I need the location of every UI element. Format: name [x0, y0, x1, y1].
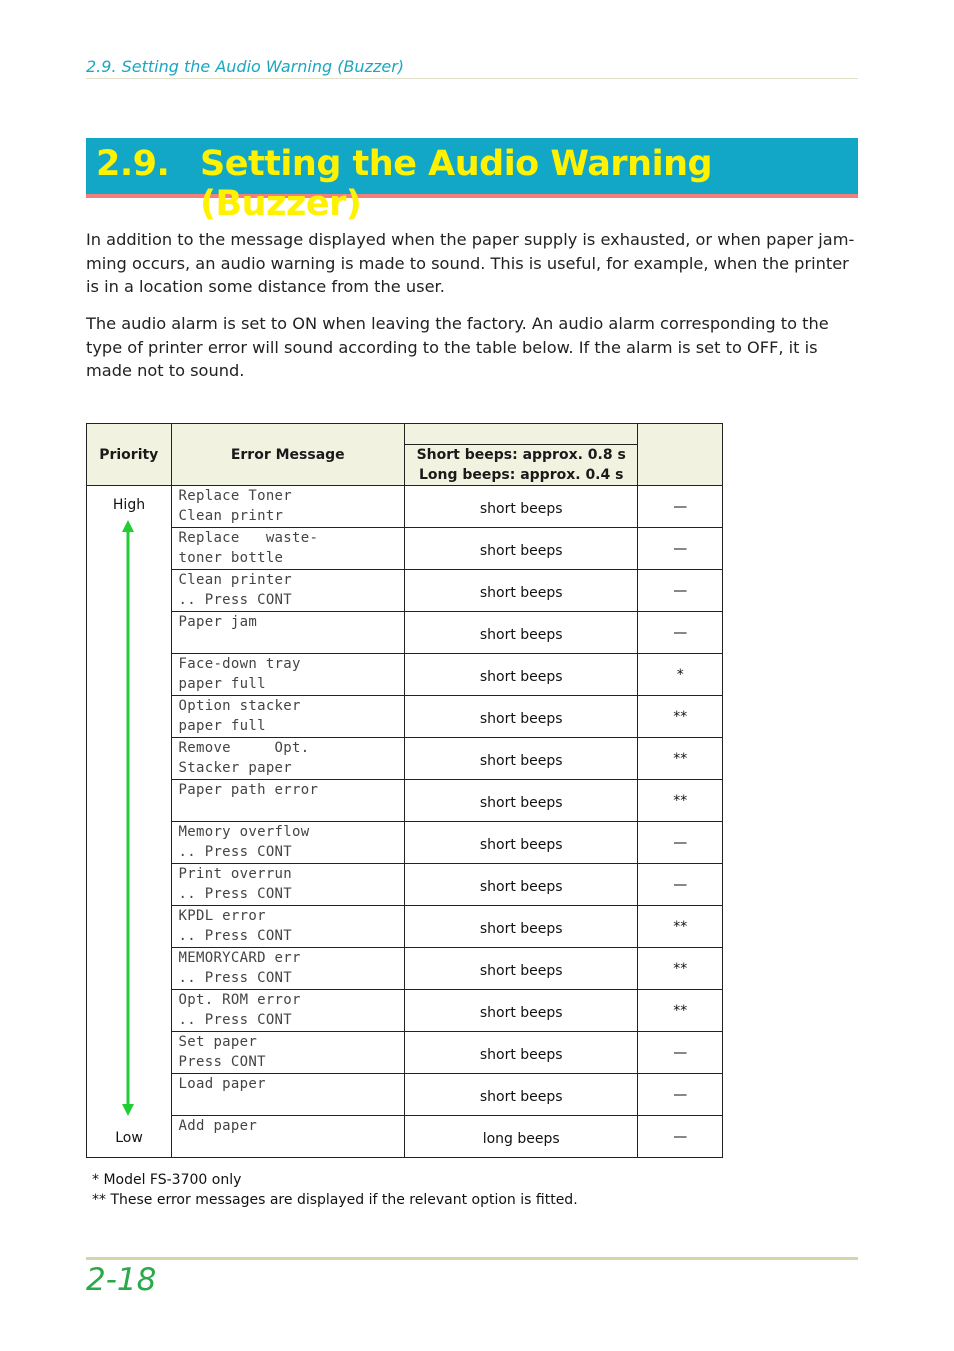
priority-arrow-icon [117, 520, 139, 1116]
beep-cell: short beeps [404, 1032, 637, 1074]
table-row [87, 738, 723, 780]
table-row [87, 1032, 723, 1074]
beep-cell: short beeps [404, 780, 637, 822]
beep-header [404, 424, 637, 486]
table-row [87, 1074, 723, 1116]
footnote-single-star: * Model FS-3700 only [92, 1172, 242, 1188]
beep-cell: short beeps [404, 906, 637, 948]
error-message-cell: Paper jam [171, 612, 404, 654]
note-cell: — [638, 1074, 723, 1116]
error-message-cell: Replace Toner Clean printr [171, 486, 404, 528]
table-row [87, 570, 723, 612]
priority-low-label: Low [115, 1130, 143, 1146]
beep-cell: short beeps [404, 570, 637, 612]
notes-header [638, 424, 723, 486]
beep-cell: long beeps [404, 1116, 637, 1158]
table-row [87, 654, 723, 696]
priority-column [87, 486, 172, 1158]
table-row [87, 906, 723, 948]
beep-cell: short beeps [404, 948, 637, 990]
error-message-cell: Paper path error [171, 780, 404, 822]
footer-rule [86, 1257, 858, 1260]
error-message-header: Error Message [171, 424, 404, 486]
running-head: 2.9. Setting the Audio Warning (Buzzer) [86, 57, 858, 79]
page-number: 2-18 [86, 1262, 157, 1298]
error-message-cell: Add paper [171, 1116, 404, 1158]
table-row [87, 612, 723, 654]
note-cell: — [638, 570, 723, 612]
beep-cell: short beeps [404, 1074, 637, 1116]
note-cell: ** [638, 906, 723, 948]
table-row [87, 696, 723, 738]
table-row [87, 948, 723, 990]
note-cell: — [638, 1116, 723, 1158]
intro-paragraph: In addition to the message displayed when the paper supply is exhausted, or when paper jam-ming occurs, an audio warning is made to sound. This is useful, for example, when the printer is in a location some distance from the user. [86, 230, 855, 296]
table-row [87, 822, 723, 864]
alarm-paragraph: The audio alarm is set to ON when leaving the factory. An audio alarm corresponding to the type of printer error will sound according to the table below. If the alarm is set to OFF, it is made not to sound. [86, 314, 829, 380]
note-cell: ** [638, 780, 723, 822]
error-message-cell: Opt. ROM error .. Press CONT [171, 990, 404, 1032]
error-message-table [86, 423, 723, 1158]
table-row [87, 864, 723, 906]
error-message-cell: Clean printer .. Press CONT [171, 570, 404, 612]
table-row [87, 486, 723, 528]
note-cell: ** [638, 696, 723, 738]
beep-header-line-long: Long beeps: approx. 0.4 s [418, 466, 624, 483]
beep-cell: short beeps [404, 990, 637, 1032]
note-cell: — [638, 486, 723, 528]
error-message-cell: KPDL error .. Press CONT [171, 906, 404, 948]
beep-cell: short beeps [404, 654, 637, 696]
beep-cell: short beeps [404, 696, 637, 738]
priority-high-label: High [112, 497, 146, 513]
note-cell: * [638, 654, 723, 696]
note-cell: ** [638, 990, 723, 1032]
beep-cell: short beeps [404, 822, 637, 864]
table-row [87, 1116, 723, 1158]
error-message-cell: Memory overflow .. Press CONT [171, 822, 404, 864]
section-number: 2.9. [96, 144, 170, 184]
note-cell: — [638, 822, 723, 864]
footnotes [92, 1170, 578, 1210]
beep-cell: short beeps [404, 486, 637, 528]
error-message-cell: Face-down tray paper full [171, 654, 404, 696]
error-message-cell: Load paper [171, 1074, 404, 1116]
table-row [87, 528, 723, 570]
note-cell: ** [638, 948, 723, 990]
beep-cell: short beeps [404, 612, 637, 654]
note-cell: — [638, 612, 723, 654]
error-message-cell: Option stacker paper full [171, 696, 404, 738]
error-message-cell: Remove Opt. Stacker paper [171, 738, 404, 780]
error-message-cell: Set paper Press CONT [171, 1032, 404, 1074]
beep-cell: short beeps [404, 528, 637, 570]
error-message-cell: Print overrun .. Press CONT [171, 864, 404, 906]
beep-cell: short beeps [404, 738, 637, 780]
error-message-cell: MEMORYCARD err .. Press CONT [171, 948, 404, 990]
error-message-cell: Replace waste- toner bottle [171, 528, 404, 570]
priority-header: Priority [87, 424, 172, 486]
note-cell: — [638, 1032, 723, 1074]
note-cell: ** [638, 738, 723, 780]
table-row [87, 990, 723, 1032]
footnote-double-star: ** These error messages are displayed if the relevant option is fitted. [92, 1192, 578, 1208]
section-title-bar [86, 138, 858, 224]
note-cell: — [638, 864, 723, 906]
beep-cell: short beeps [404, 864, 637, 906]
table-row [87, 780, 723, 822]
beep-header-line-short: Short beeps: approx. 0.8 s [416, 446, 626, 463]
note-cell: — [638, 528, 723, 570]
section-title: Setting the Audio Warning (Buzzer) [200, 144, 713, 224]
